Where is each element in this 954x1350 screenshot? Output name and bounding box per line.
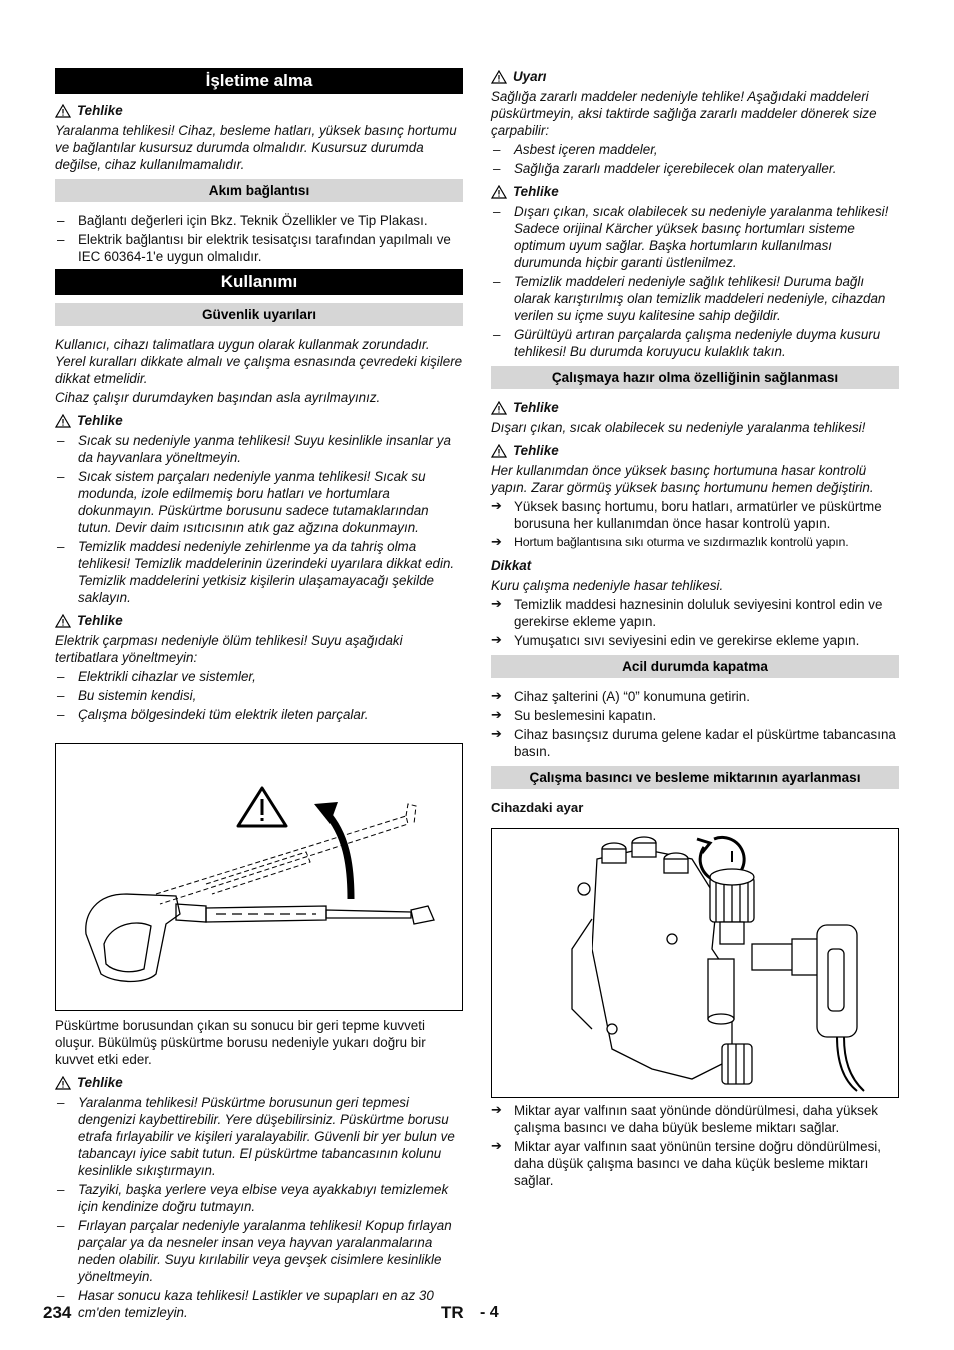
list-item: – Dışarı çıkan, sıcak olabilecek su nedeniyle yaralanma tehlikesi! Sadece orijinal Kärcher yüksek basınç hortumları sisteme optimum uyum sağlar. Başka hortumların kullanılması durumunda hiçbir garanti üstlenilmez. bbox=[491, 203, 899, 271]
instruction-list bbox=[491, 596, 899, 649]
heading-akim-baglantisi: Akım bağlantısı bbox=[55, 179, 463, 202]
list-item: ➔ Cihaz şalterini (A) “0” konumuna getirin. bbox=[491, 688, 899, 705]
list-item: – Hasar sonucu kaza tehlikesi! Lastikler ve supapları en az 30 cm'den temizleyin. bbox=[55, 1287, 463, 1321]
list-item: – Çalışma bölgesindeki tüm elektrik ileten parçalar. bbox=[55, 706, 463, 723]
warning-text: Elektrik çarpması nedeniyle ölüm tehlikesi! Suyu aşağıdaki tertibatlara yöneltmeyin: bbox=[55, 633, 403, 665]
list-item: ➔ Yumuşatıcı sıvı seviyesini edin ve gerekirse ekleme yapın. bbox=[491, 632, 899, 649]
warning-label: Tehlike bbox=[55, 412, 463, 429]
list-item: – Bağlantı değerleri için Bkz. Teknik Özellikler ve Tip Plakası. bbox=[55, 212, 463, 229]
spray-gun-recoil-illustration bbox=[56, 744, 462, 1010]
warning-label: Tehlike bbox=[491, 442, 899, 459]
warning-text: Her kullanımdan önce yüksek basınç hortumuna hasar kontrolü yapın. Zarar görmüş yüksek basınç hortumunu hemen değiştirin. bbox=[491, 463, 874, 495]
list-item: ➔ Yüksek basınç hortumu, boru hatları, armatürler ve püskürtme borusuna her kullanımdan önce hasar kontrolü yapın. bbox=[491, 498, 899, 532]
valve-adjustment-figure bbox=[491, 828, 899, 1098]
instruction-list bbox=[491, 1102, 899, 1189]
list-item: – Bu sistemin kendisi, bbox=[55, 687, 463, 704]
warning-label: Tehlike bbox=[491, 399, 899, 416]
warning-label: Tehlike bbox=[491, 183, 899, 200]
list-item: – Asbest içeren maddeler, bbox=[491, 141, 899, 158]
list-item: – Yaralanma tehlikesi! Püskürtme borusunun geri tepmesi dengenizi kaybettirebilir. Yere düşebilirsiniz. Püskürtme borusu etrafa fırlayabilir ve kişileri yaralayabilir. Güvenli bir yer bulun ve tabancayı iyice sabit tutun. El püskürtme tabancasının kolunu kesinlikle sıkıştırmayın. bbox=[55, 1094, 463, 1179]
list-item: ➔ Temizlik maddesi haznesinin doluluk seviyesini kontrol edin ve gerekirse ekleme yapın. bbox=[491, 596, 899, 630]
list-item: ➔ Cihaz basınçsız duruma gelene kadar el püskürtme tabancasına basın. bbox=[491, 726, 899, 760]
guvenlik-paragraph: Cihaz çalışır durumdayken başından asla ayrılmayınız. bbox=[55, 390, 381, 405]
warning-text: Yaralanma tehlikesi! Cihaz, besleme hatları, yüksek basınç hortumu ve bağlantılar kusursuz durumda olmalıdır. Kusursuz durumda değilse, cihaz kullanılmamalıdır. bbox=[55, 123, 457, 172]
page-number: 234 bbox=[43, 1303, 72, 1322]
warning-triangle-icon bbox=[55, 614, 71, 628]
list-item: – Sıcak sistem parçaları nedeniyle yanma tehlikesi! Sıcak su modunda, izole edilmemiş boru hatları ve hortumlara dokunmayın. Püskürtme borusunu sadece tutamaklarından tutun. Devir daim ısıtıcısının atık gaz ağzına dokunmayın. bbox=[55, 468, 463, 536]
warning-triangle-icon bbox=[238, 788, 286, 826]
warning-triangle-icon bbox=[491, 185, 507, 199]
left-column bbox=[55, 68, 463, 1323]
list-item: ➔ Hortum bağlantısına sıkı oturma ve sızdırmazlık kontrolü yapın. bbox=[491, 534, 899, 551]
warning-triangle-icon bbox=[491, 401, 507, 415]
warning-triangle-icon bbox=[55, 1076, 71, 1090]
warning-text: Dışarı çıkan, sıcak olabilecek su nedeniyle yaralanma tehlikesi! bbox=[491, 420, 866, 435]
heading-calisma-basinci: Çalışma basıncı ve besleme miktarının ayarlanması bbox=[491, 766, 899, 789]
warning-list bbox=[55, 1094, 463, 1321]
figure-caption: Püskürtme borusundan çıkan su sonucu bir geri tepme kuvveti oluşur. Bükülmüş püskürtme borusu nedeniyle yukarı doğru bir kuvvet etki eder. bbox=[55, 1018, 426, 1067]
warning-label: Tehlike bbox=[55, 612, 463, 629]
subheading-cihazdaki-ayar: Cihazdaki ayar bbox=[491, 800, 584, 815]
instruction-list bbox=[491, 498, 899, 551]
language-code: TR bbox=[441, 1303, 464, 1322]
heading-kullanimi: Kullanımı bbox=[55, 269, 463, 295]
list-item: – Gürültüyü artıran parçalarda çalışma nedeniyle duyma kusuru tehlikesi! Bu durumda koruyucu kulaklık takın. bbox=[491, 326, 899, 360]
warning-triangle-icon bbox=[491, 444, 507, 458]
list-item: – Tazyiki, başka yerlere veya elbise veya ayakkabıyı temizlemek için kendinize doğru tutmayın. bbox=[55, 1181, 463, 1215]
warning-label: Tehlike bbox=[55, 102, 463, 119]
list-item: – Elektrikli cihazlar ve sistemler, bbox=[55, 668, 463, 685]
warning-list bbox=[55, 432, 463, 606]
right-column bbox=[491, 68, 899, 1191]
warning-triangle-icon bbox=[491, 70, 507, 84]
heading-guvenlik-uyarilari: Güvenlik uyarıları bbox=[55, 303, 463, 326]
warning-list bbox=[491, 141, 899, 177]
warning-label: Uyarı bbox=[491, 68, 899, 85]
caution-label: Dikkat bbox=[491, 558, 532, 573]
heading-calismaya-hazir: Çalışmaya hazır olma özelliğinin sağlanması bbox=[491, 366, 899, 389]
list-item: – Temizlik maddesi nedeniyle zehirlenme ya da tahriş olma tehlikesi! Temizlik maddelerinin üzerindeki uyarılara dikkat edin. Temizlik maddelerini yetkisiz kişilerin ulaşamayacağı şekilde saklayın. bbox=[55, 538, 463, 606]
list-item: ➔ Miktar ayar valfının saat yönünde döndürülmesi, daha yüksek çalışma basıncı ve daha büyük besleme miktarı sağlar. bbox=[491, 1102, 899, 1136]
list-item: ➔ Su beslemesini kapatın. bbox=[491, 707, 899, 724]
caution-text: Kuru çalışma nedeniyle hasar tehlikesi. bbox=[491, 578, 724, 593]
spray-gun-figure bbox=[55, 743, 463, 1011]
instruction-list bbox=[491, 688, 899, 760]
heading-isletime-alma: İşletime alma bbox=[55, 68, 463, 94]
pump-valve-illustration bbox=[492, 829, 898, 1097]
list-item: – Sağlığa zararlı maddeler içerebilecek olan materyaller. bbox=[491, 160, 899, 177]
warning-list bbox=[491, 203, 899, 360]
akim-list bbox=[55, 212, 463, 265]
guvenlik-paragraph: Kullanıcı, cihazı talimatlara uygun olarak kullanmak zorundadır. Yerel kuralları dikkate almalı ve çalışma esnasında çevredeki kişilere dikkat etmelidir. bbox=[55, 337, 463, 386]
warning-triangle-icon bbox=[55, 104, 71, 118]
heading-acil-durumda-kapatma: Acil durumda kapatma bbox=[491, 655, 899, 678]
warning-triangle-icon bbox=[55, 414, 71, 428]
warning-list bbox=[55, 668, 463, 723]
warning-text: Sağlığa zararlı maddeler nedeniyle tehlike! Aşağıdaki maddeleri püskürtmeyin, aksi taktirde sağlığa zararlı maddeler dönerek size çarpabilir: bbox=[491, 89, 877, 138]
warning-label: Tehlike bbox=[55, 1074, 463, 1091]
list-item: – Temizlik maddeleri nedeniyle sağlık tehlikesi! Duruma bağlı olarak karıştırılmış olan temizlik maddeleri nedeniyle, cihazdan verilen su içme suyu kalitesine sahip değildir. bbox=[491, 273, 899, 324]
sub-page-number: - 4 bbox=[480, 1304, 499, 1321]
upward-force-arrow-icon bbox=[314, 802, 351, 899]
list-item: ➔ Miktar ayar valfının saat yönünün tersine doğru döndürülmesi, daha düşük çalışma basıncı ve daha küçük besleme miktarı sağlar. bbox=[491, 1138, 899, 1189]
list-item: – Elektrik bağlantısı bir elektrik tesisatçısı tarafından yapılmalı ve IEC 60364-1'e uygun olmalıdır. bbox=[55, 231, 463, 265]
list-item: – Fırlayan parçalar nedeniyle yaralanma tehlikesi! Kopup fırlayan parçalar ya da nesneler insan veya hayvan yaralanmalarına neden olabilir. Suyu kırılabilir veya gevşek cisimlere kesinlikle yöneltmeyin. bbox=[55, 1217, 463, 1285]
list-item: – Sıcak su nedeniyle yanma tehlikesi! Suyu kesinlikle insanlar ya da hayvanlara yöneltmeyin. bbox=[55, 432, 463, 466]
